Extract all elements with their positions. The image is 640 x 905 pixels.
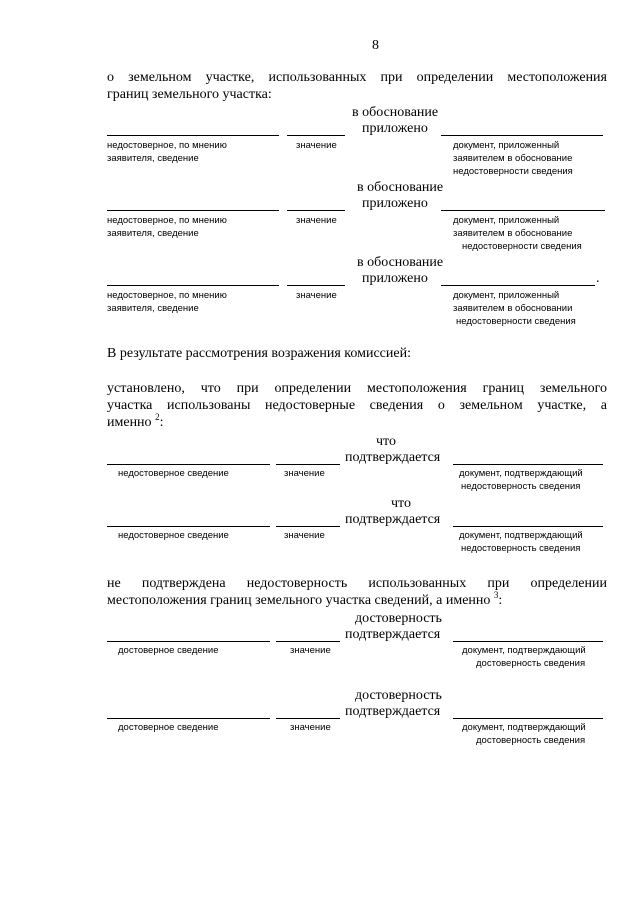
reliable-document-field-1[interactable] (453, 641, 603, 642)
reliability-label-2: достоверность (355, 688, 442, 703)
attached-label-2: приложено (362, 196, 428, 211)
reliable-value-field-2[interactable] (276, 718, 340, 719)
reliable-caption-info-2: достоверное сведение (118, 722, 219, 733)
established-line-1: установлено, что при определении местоположения границ земельного (107, 381, 607, 396)
caption-doc-2c: недостоверности сведения (462, 241, 582, 252)
value-field-2[interactable] (287, 210, 345, 211)
confirmed-label-1: подтверждается (345, 450, 441, 465)
confirmed-caption-info-2: недостоверное сведение (118, 530, 229, 541)
confirmed-caption-doc-2b: недостоверность сведения (461, 543, 581, 554)
caption-doc-1b: заявителем в обоснование (453, 153, 573, 164)
reliable-caption-info-1: достоверное сведение (118, 645, 219, 656)
unreliable-info-field-3[interactable] (107, 285, 279, 286)
established-line-2: участка использованы недостоверные сведения о земельном участке, а (107, 398, 607, 413)
confirmed-caption-doc-1a: документ, подтверждающий (459, 468, 583, 479)
intro-line-2: границ земельного участка: (107, 87, 272, 102)
document-field-3[interactable] (441, 285, 595, 286)
caption-doc-1c: недостоверности сведения (453, 166, 573, 177)
confirmed-caption-doc-2a: документ, подтверждающий (459, 530, 583, 541)
reliable-caption-doc-1a: документ, подтверждающий (462, 645, 586, 656)
unreliable-info-field-2[interactable] (107, 210, 279, 211)
caption-doc-3b: заявителем в обосновании (453, 303, 573, 314)
reliable-info-field-2[interactable] (107, 718, 270, 719)
caption-info-1b: заявителя, сведение (107, 153, 199, 164)
grounds-label-2: в обоснование (357, 180, 444, 195)
reliability-label-1: достоверность (355, 611, 442, 626)
reliable-caption-doc-2a: документ, подтверждающий (462, 722, 586, 733)
confirmed-label-2: подтверждается (345, 512, 441, 527)
document-field-1[interactable] (441, 135, 603, 136)
caption-doc-3a: документ, приложенный (453, 290, 560, 301)
intro-line-1: о земельном участке, использованных при определении местоположения (107, 70, 607, 85)
reliable-caption-value-1: значение (290, 645, 331, 656)
caption-info-2b: заявителя, сведение (107, 228, 199, 239)
confirmed-caption-value-1: значение (284, 468, 325, 479)
caption-doc-2a: документ, приложенный (453, 215, 560, 226)
footnote-3: 3 (493, 590, 499, 600)
caption-info-2a: недостоверное, по мнению (107, 215, 227, 226)
reliable-caption-doc-1b: достоверность сведения (476, 658, 586, 669)
reliable-info-field-1[interactable] (107, 641, 270, 642)
confirmed-caption-info-1: недостоверное сведение (118, 468, 229, 479)
caption-info-1a: недостоверное, по мнению (107, 140, 227, 151)
confirmed-what-2: что (391, 496, 411, 511)
not-confirmed-line-1: не подтверждена недостоверность использованных при определении (107, 576, 607, 591)
reliable-value-field-1[interactable] (276, 641, 340, 642)
row-end-period: . (596, 271, 600, 286)
confirmed-what-1: что (376, 434, 396, 449)
caption-info-3a: недостоверное, по мнению (107, 290, 227, 301)
confirmed-info-field-1[interactable] (107, 464, 270, 465)
reliable-caption-doc-2b: достоверность сведения (476, 735, 586, 746)
page-number: 8 (372, 38, 379, 53)
reliable-caption-value-2: значение (290, 722, 331, 733)
grounds-label-1: в обоснование (352, 105, 439, 120)
attached-label-1: приложено (362, 121, 428, 136)
value-field-3[interactable] (287, 285, 345, 286)
caption-value-1: значение (296, 140, 337, 151)
caption-value-2: значение (296, 215, 337, 226)
footnote-2: 2 (155, 412, 160, 422)
result-heading: В результате рассмотрения возражения комиссией: (107, 346, 411, 361)
confirmed-value-field-1[interactable] (276, 464, 340, 465)
grounds-label-3: в обоснование (357, 255, 444, 270)
confirmed-document-field-2[interactable] (453, 526, 603, 527)
caption-doc-3c: недостоверности сведения (456, 316, 576, 327)
document-field-2[interactable] (441, 210, 605, 211)
attached-label-3: приложено (362, 271, 428, 286)
confirmed-document-field-1[interactable] (453, 464, 603, 465)
confirmed-info-field-2[interactable] (107, 526, 270, 527)
confirmed-caption-value-2: значение (284, 530, 325, 541)
not-confirmed-line-2: местоположения границ земельного участка сведений, а именно $^3$: (107, 590, 503, 608)
caption-doc-2b: заявителем в обоснование (453, 228, 573, 239)
caption-doc-1a: документ, приложенный (453, 140, 560, 151)
confirmed-caption-doc-1b: недостоверность сведения (461, 481, 581, 492)
confirmed-value-field-2[interactable] (276, 526, 340, 527)
reliable-document-field-2[interactable] (453, 718, 603, 719)
unreliable-info-field-1[interactable] (107, 135, 279, 136)
established-line-3: именно $^2$: (107, 412, 164, 430)
caption-info-3b: заявителя, сведение (107, 303, 199, 314)
reliable-confirmed-label-1: подтверждается (345, 627, 441, 642)
value-field-1[interactable] (287, 135, 345, 136)
caption-value-3: значение (296, 290, 337, 301)
reliable-confirmed-label-2: подтверждается (345, 704, 441, 719)
